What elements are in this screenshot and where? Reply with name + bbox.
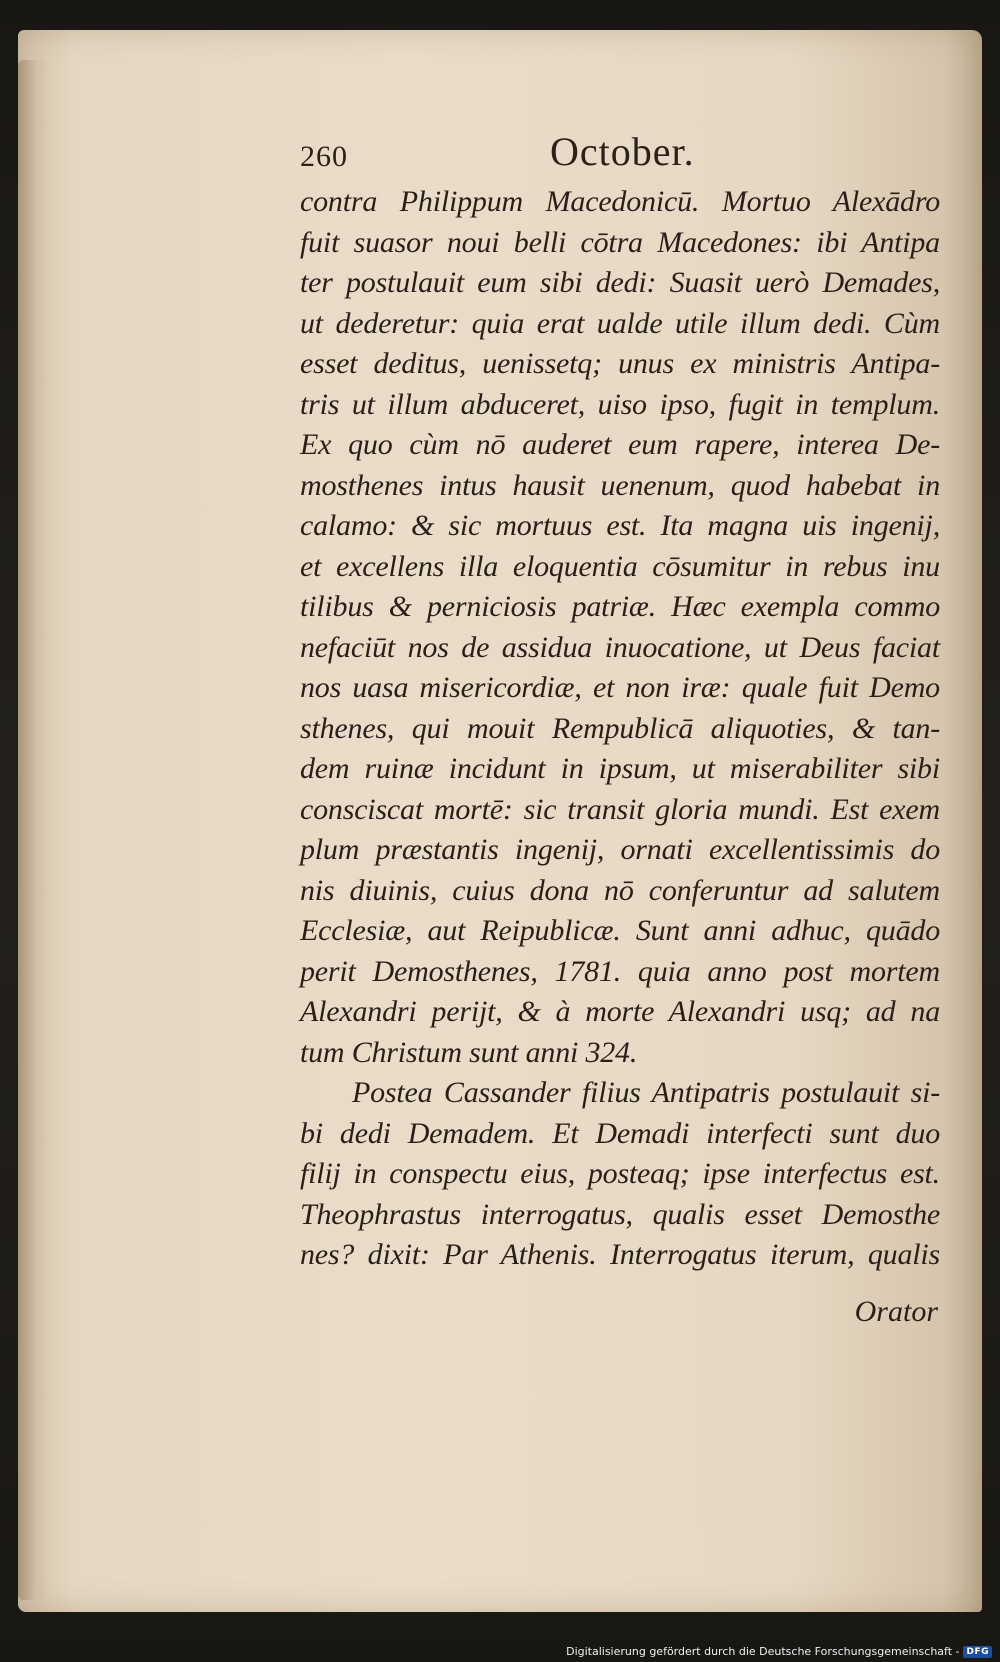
text-line: calamo: & sic mortuus est. Ita magna uis ingenij, [300, 509, 940, 542]
text-line: plum præstantis ingenij, ornati excellentissimis do [300, 833, 940, 866]
text-line: Theophrastus interrogatus, qualis esset Demosthe [300, 1197, 940, 1231]
text-line: Ecclesiæ, aut Reipublicæ. Sunt anni adhuc, quādo [300, 914, 940, 947]
text-line: nes? dixit: Par Athenis. Interrogatus iterum, qualis [300, 1238, 940, 1271]
page-edge-shadow [18, 60, 48, 1600]
text-line: filij in conspectu eius, posteaq; ipse interfectus est. [300, 1157, 940, 1190]
text-line: perit Demosthenes, 1781. quia anno post mortem [300, 954, 940, 988]
text-line: et excellens illa eloquentia cōsumitur in rebus inu [300, 549, 940, 583]
catchword: Orator [854, 1295, 938, 1328]
page-header [300, 128, 940, 184]
paragraph-start-line: Postea Cassander filius Antipatris postulauit si- [352, 1076, 940, 1109]
text-line: nos uasa misericordiæ, et non iræ: quale fuit Demo [300, 671, 940, 704]
digitization-credit [566, 1645, 992, 1658]
text-line: mosthenes intus hausit uenenum, quod habebat in [300, 468, 940, 502]
dfg-logo-icon: DFG [963, 1646, 992, 1658]
text-line: dem ruinæ incidunt in ipsum, ut miserabiliter sibi [300, 752, 940, 785]
running-head: October. [550, 129, 695, 174]
page-number: 260 [300, 140, 348, 173]
text-line: ter postulauit eum sibi dedi: Suasit uerò Demades, [300, 266, 940, 299]
text-line: nefaciūt nos de assidua inuocatione, ut Deus faciat [300, 630, 940, 664]
text-line: contra Philippum Macedonicū. Mortuo Alexādro [300, 185, 940, 218]
text-line: tris ut illum abduceret, uiso ipso, fugit in templum. [300, 387, 940, 421]
credit-text: Digitalisierung gefördert durch die Deutsche Forschungsgemeinschaft - [566, 1645, 960, 1658]
text-line: tum Christum sunt anni 324. [300, 1035, 638, 1069]
text-line: sthenes, qui mouit Rempublicā aliquoties, & tan- [300, 711, 940, 745]
text-line: Ex quo cùm nō auderet eum rapere, interea De- [300, 428, 940, 461]
text-line: bi dedi Demadem. Et Demadi interfecti sunt duo [300, 1116, 940, 1150]
text-line: nis diuinis, cuius dona nō conferuntur ad salutem [300, 873, 940, 907]
body-text [300, 182, 940, 1276]
text-line: tilibus & perniciosis patriæ. Hæc exempla commo [300, 590, 940, 623]
text-line: consciscat mortē: sic transit gloria mundi. Est exem [300, 792, 940, 826]
text-line: ut dederetur: quia erat ualde utile illum dedi. Cùm [300, 306, 940, 340]
text-line: esset deditus, uenissetq; unus ex ministris Antipa- [300, 347, 940, 380]
text-line: fuit suasor noui belli cōtra Macedones: ibi Antipa [300, 225, 940, 259]
text-line: Alexandri perijt, & à morte Alexandri usq; ad na [300, 995, 940, 1028]
